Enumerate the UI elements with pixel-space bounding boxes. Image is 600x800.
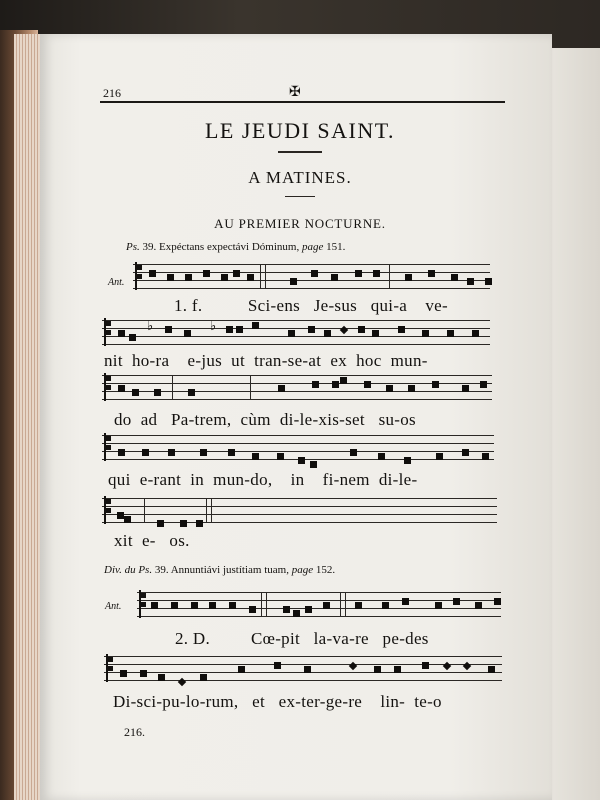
- title-ornament-rule: [278, 151, 322, 153]
- antiphon-label-2: Ant.: [105, 601, 122, 612]
- lyric-line-6: 2. D. Cœ-pit la-va-re pe-des: [175, 629, 429, 648]
- lyric-line-3: do ad Pa-trem, cùm di-le-xis-set su-os: [114, 410, 416, 429]
- psalm-reference-1: Ps. 39. Expéctans expectávi Dóminum, page 151.: [126, 241, 346, 253]
- psalm-reference-2: Div. du Ps. 39. Annuntiávi justítiam tuam, page 152.: [104, 564, 336, 576]
- footer-page-number: 216.: [124, 725, 145, 739]
- lyric-line-1: 1. f. Sci-ens Je-sus qui-a ve-: [174, 296, 448, 315]
- lyric-line-7: Di-sci-pu-lo-rum, et ex-ter-ge-re lin- te-o: [113, 692, 442, 711]
- section-heading: AU PREMIER NOCTURNE.: [214, 216, 386, 231]
- page-subtitle: A MATINES.: [248, 168, 352, 187]
- header-rule: [100, 101, 505, 103]
- lyric-line-4: qui e-rant in mun-do, in fi-nem di-le-: [108, 470, 418, 489]
- cross-ornament: ✠: [289, 85, 301, 100]
- lyric-line-2: nit ho-ra e-jus ut tran-se-at ex hoc mun-: [104, 351, 428, 370]
- chant-staff-6: [137, 592, 501, 617]
- chant-staff-3: [102, 375, 492, 400]
- chant-staff-2: ♭ ♭: [102, 320, 490, 345]
- header-page-number: 216: [103, 86, 121, 100]
- antiphon-label-1: Ant.: [108, 277, 125, 288]
- page-title: LE JEUDI SAINT.: [204, 118, 396, 143]
- chant-staff-4: [102, 435, 494, 460]
- chant-staff-1: [133, 264, 490, 289]
- subtitle-ornament-rule: [285, 196, 315, 197]
- chant-staff-7: [104, 656, 502, 681]
- chant-staff-5: [102, 498, 497, 523]
- lyric-line-5: xit e- os.: [114, 531, 190, 550]
